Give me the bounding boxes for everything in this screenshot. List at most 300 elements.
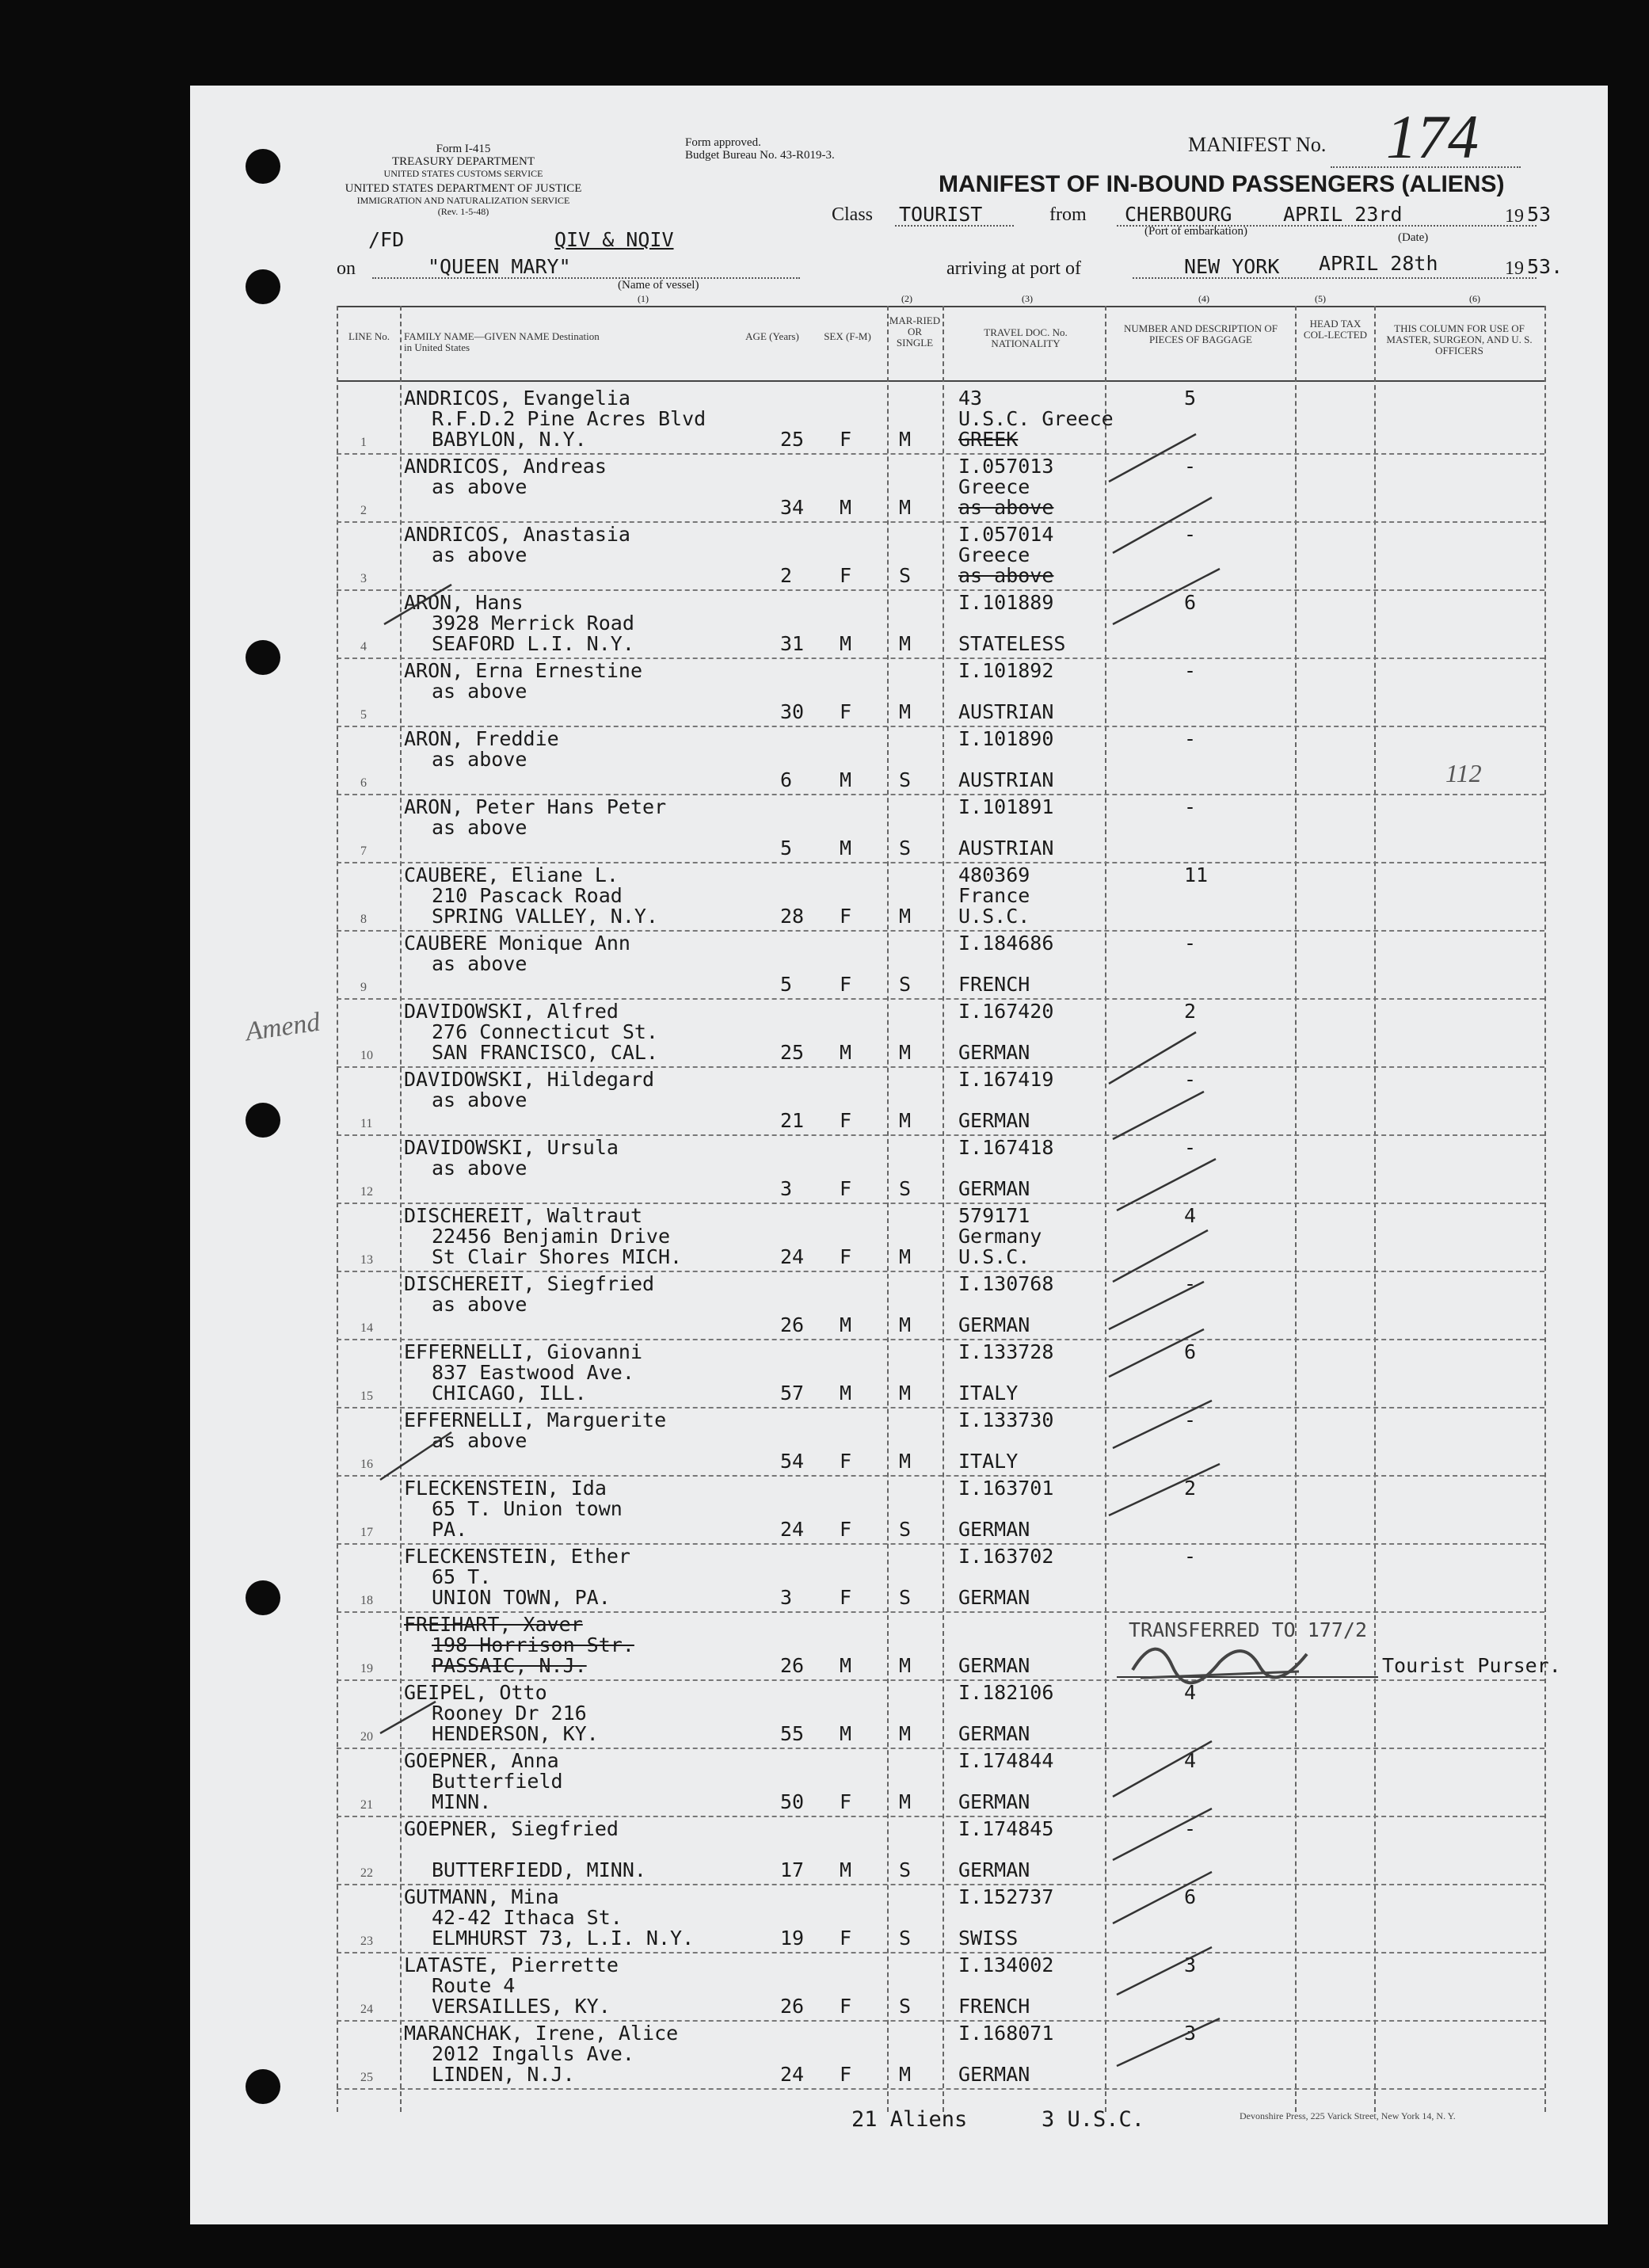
passenger-age: 31 [780,632,805,655]
passenger-age: 24 [780,1518,805,1541]
baggage-count: 11 [1184,863,1209,886]
passenger-sex: M [840,1722,852,1745]
address-line-1: Butterfield [432,1770,563,1793]
address-line-2: CHICAGO, ILL. [432,1382,587,1405]
marital-status: M [899,2063,912,2086]
passenger-name: ANDRICOS, Andreas [404,455,607,478]
passenger-sex: M [840,1313,852,1336]
nationality: AUSTRIAN [958,700,1054,723]
visa-class: QIV & NQIV [554,228,674,251]
line-number: 18 [360,1594,373,1607]
baggage-count: 4 [1184,1749,1197,1772]
address-line-2: ELMHURST 73, L.I. N.Y. [432,1927,695,1950]
passenger-sex: M [840,1382,852,1405]
nationality: GERMAN [958,1313,1030,1336]
marital-status: S [899,1927,912,1950]
passenger-name: FLECKENSTEIN, Ida [404,1477,607,1500]
travel-doc-number: I.174844 [958,1749,1054,1772]
ins-service: IMMIGRATION AND NATURALIZATION SERVICE [356,195,570,206]
travel-doc-number: I.167420 [958,1000,1054,1023]
arriving-label: arriving at port of [946,258,1081,279]
margin-note: Amend [243,1007,322,1047]
col-num-6: (6) [1469,293,1480,304]
tourist-purser: Tourist Purser. [1382,1654,1561,1677]
passenger-age: 19 [780,1927,805,1950]
travel-doc-number: I.133728 [958,1340,1054,1363]
marital-status: S [899,1586,912,1609]
col-num-1: (1) [638,293,649,304]
passenger-age: 34 [780,496,805,519]
embark-note: (Port of embarkation) [1144,225,1247,238]
col-num-4: (4) [1198,293,1209,304]
manifest-sheet [190,86,1608,2224]
line-number: 24 [360,2003,373,2016]
baggage-count: - [1184,1136,1197,1159]
binder-hole [246,1103,280,1138]
year-prefix-2: 19 [1505,258,1524,279]
passenger-name: ARON, Erna Ernestine [404,659,643,682]
travel-doc-number: I.101889 [958,591,1054,614]
baggage-count: - [1184,1068,1197,1091]
binder-hole [246,149,280,184]
passenger-name: MARANCHAK, Irene, Alice [404,2022,679,2045]
passenger-name: ANDRICOS, Evangelia [404,387,630,410]
travel-doc-nationality: Germany [958,1225,1042,1248]
nationality: GERMAN [958,1790,1030,1813]
travel-doc-nationality: Greece [958,475,1030,498]
address-line-2: St Clair Shores MICH. [432,1245,683,1268]
justice-dept: UNITED STATES DEPARTMENT OF JUSTICE [345,182,582,195]
marital-status: M [899,1790,912,1813]
baggage-count: 3 [1184,2022,1197,2045]
line-number: 1 [360,436,367,449]
col-num-5: (5) [1315,293,1326,304]
nationality: FRENCH [958,973,1030,996]
line-number: 20 [360,1730,373,1744]
marital-status: M [899,632,912,655]
marital-status: S [899,564,912,587]
marital-status: M [899,1109,912,1132]
arrival-port: NEW YORK [1184,255,1280,278]
line-number: 11 [360,1117,373,1130]
address-line-1: 276 Connecticut St. [432,1020,658,1043]
line-number: 16 [360,1458,373,1471]
line-number: 19 [360,1662,373,1675]
passenger-name: ARON, Peter Hans Peter [404,795,667,818]
baggage-count: 2 [1184,1000,1197,1023]
marital-status: S [899,1995,912,2018]
from-label: from [1049,204,1087,225]
baggage-count: - [1184,523,1197,546]
address-line-1: 210 Pascack Road [432,884,623,907]
travel-doc-nationality: Greece [958,543,1030,566]
address-line-1: Rooney Dr 216 [432,1702,587,1725]
baggage-count: 6 [1184,591,1197,614]
passenger-age: 25 [780,428,805,451]
address-line-1: as above [432,1293,527,1316]
travel-doc-number: I.167419 [958,1068,1054,1091]
revision: (Rev. 1-5-48) [437,206,489,217]
manifest-title: MANIFEST OF IN-BOUND PASSENGERS (ALIENS) [939,171,1505,197]
line-number: 25 [360,2071,373,2084]
address-line-1: 65 T. Union town [432,1497,623,1520]
marital-status: M [899,1245,912,1268]
travel-doc-number: I.101890 [958,727,1054,750]
passenger-sex: F [840,1518,852,1541]
travel-doc-number: I.167418 [958,1136,1054,1159]
baggage-count: - [1184,1817,1197,1840]
address-line-1: as above [432,816,527,839]
travel-doc-number: I.168071 [958,2022,1054,2045]
address-line-1: 65 T. [432,1565,492,1588]
nationality: AUSTRIAN [958,837,1054,860]
address-line-1: as above [432,952,527,975]
passenger-name: GOEPNER, Siegfried [404,1817,619,1840]
address-line-1: 2012 Ingalls Ave. [432,2042,634,2065]
travel-doc-number: I.130768 [958,1272,1054,1295]
marital-status: M [899,905,912,928]
address-line-1: as above [432,475,527,498]
passenger-age: 26 [780,1654,805,1677]
line-number: 6 [360,776,367,790]
marital-status: S [899,837,912,860]
passenger-name: EFFERNELLI, Marguerite [404,1408,667,1431]
marital-status: S [899,1858,912,1881]
baggage-count: - [1184,659,1197,682]
marital-status: S [899,973,912,996]
address-line-1: 198 Horrison Str. [432,1633,634,1656]
form-approved: Form approved. [685,136,761,149]
address-line-1: as above [432,1429,527,1452]
passenger-age: 3 [780,1177,793,1200]
address-line-1: R.F.D.2 Pine Acres Blvd [432,407,706,430]
nationality: AUSTRIAN [958,768,1054,791]
passenger-sex: F [840,1790,852,1813]
line-number: 12 [360,1185,373,1199]
passenger-name: DAVIDOWSKI, Alfred [404,1000,619,1023]
marital-status: M [899,1313,912,1336]
baggage-count: - [1184,1272,1197,1295]
baggage-count: - [1184,727,1197,750]
line-number: 4 [360,640,367,654]
line-number: 17 [360,1526,373,1539]
passenger-age: 17 [780,1858,805,1881]
from-port: CHERBOURG [1125,203,1232,226]
passenger-age: 5 [780,837,793,860]
passenger-age: 21 [780,1109,805,1132]
travel-doc-number: I.133730 [958,1408,1054,1431]
col-travel-doc: TRAVEL DOC. No. NATIONALITY [984,326,1068,349]
line-number: 14 [360,1321,373,1335]
marital-status: M [899,428,912,451]
travel-doc-number: I.057014 [958,523,1054,546]
marital-status: M [899,1654,912,1677]
nationality: ITALY [958,1382,1019,1405]
col-head-tax: HEAD TAX COL-LECTED [1303,318,1368,341]
passenger-name: ARON, Freddie [404,727,559,750]
col-officers: THIS COLUMN FOR USE OF MASTER, SURGEON, AND U. S. OFFICERS [1386,322,1533,356]
vessel-name: "QUEEN MARY" [428,255,571,278]
nationality: GERMAN [958,1654,1030,1677]
passenger-name: DAVIDOWSKI, Hildegard [404,1068,655,1091]
passenger-name: ANDRICOS, Anastasia [404,523,630,546]
address-line-2: BABYLON, N.Y. [432,428,587,451]
nationality: U.S.C. [958,905,1030,928]
nationality: GERMAN [958,1109,1030,1132]
class-label: Class [832,204,874,225]
travel-doc-number: I.057013 [958,455,1054,478]
passenger-age: 25 [780,1041,805,1064]
address-line-1: 42-42 Ithaca St. [432,1906,623,1929]
marital-status: S [899,1518,912,1541]
marital-status: M [899,496,912,519]
nationality: GERMAN [958,1041,1030,1064]
marital-status: S [899,1177,912,1200]
address-line-1: Route 4 [432,1974,516,1997]
col-sex: SEX (F-M) [824,330,871,342]
passenger-age: 5 [780,973,793,996]
officer-note: 112 [1445,759,1482,787]
line-number: 3 [360,572,367,585]
line-number: 10 [360,1049,373,1062]
col-name: FAMILY NAME—GIVEN NAME Destination in United States [404,330,600,353]
passenger-sex: F [840,973,852,996]
passenger-sex: F [840,428,852,451]
address-line-2: SAN FRANCISCO, CAL. [432,1041,658,1064]
col-num-3: (3) [1022,293,1033,304]
marital-status: M [899,1382,912,1405]
from-date: APRIL 23rd [1283,203,1403,226]
arrival-year: 53. [1527,255,1563,278]
passenger-name: GOEPNER, Anna [404,1749,559,1772]
baggage-count: 6 [1184,1340,1197,1363]
marital-status: M [899,1450,912,1473]
from-year: 53 [1527,203,1552,226]
footer-aliens: 21 Aliens [851,2107,968,2132]
class-value: TOURIST [899,203,983,226]
line-number: 23 [360,1934,373,1948]
passenger-name: FREIHART, Xaver [404,1613,583,1636]
nationality: FRENCH [958,1995,1030,2018]
passenger-age: 30 [780,700,805,723]
binder-hole [246,2069,280,2104]
passenger-sex: F [840,1109,852,1132]
passenger-sex: F [840,905,852,928]
passenger-sex: M [840,496,852,519]
passenger-age: 57 [780,1382,805,1405]
passenger-age: 2 [780,564,793,587]
address-line-2: LINDEN, N.J. [432,2063,575,2086]
check-marks [190,86,1608,2224]
baggage-count: 4 [1184,1204,1197,1227]
manifest-no-label: MANIFEST No. [1188,133,1327,156]
line-number: 8 [360,913,367,926]
passenger-age: 24 [780,2063,805,2086]
manifest-number: 174 [1386,102,1479,171]
passenger-name: LATASTE, Pierrette [404,1954,619,1976]
baggage-count: - [1184,795,1197,818]
form-number: Form I-415 [436,143,491,155]
address-line-2: UNION TOWN, PA. [432,1586,611,1609]
nationality: GERMAN [958,1518,1030,1541]
travel-doc-number: I.163702 [958,1545,1054,1568]
nationality: GREEK [958,428,1019,451]
passenger-sex: M [840,837,852,860]
line-number: 22 [360,1866,373,1880]
baggage-count: 3 [1184,1954,1197,1976]
customs-service: UNITED STATES CUSTOMS SERVICE [383,168,543,179]
nationality: GERMAN [958,2063,1030,2086]
baggage-count: 5 [1184,387,1197,410]
line-number: 2 [360,504,367,517]
passenger-age: 28 [780,905,805,928]
passenger-name: FLECKENSTEIN, Ether [404,1545,630,1568]
address-line-1: as above [432,1088,527,1111]
marital-status: M [899,1722,912,1745]
marital-status: M [899,700,912,723]
address-line-2: SEAFORD L.I. N.Y. [432,632,634,655]
baggage-count: - [1184,455,1197,478]
marital-status: S [899,768,912,791]
passenger-name: CAUBERE Monique Ann [404,932,630,955]
address-line-2: VERSAILLES, KY. [432,1995,611,2018]
line-number: 7 [360,844,367,858]
baggage-count: - [1184,1408,1197,1431]
address-line-2: BUTTERFIEDD, MINN. [432,1858,646,1881]
travel-doc-number: I.163701 [958,1477,1054,1500]
passenger-name: EFFERNELLI, Giovanni [404,1340,643,1363]
address-line-1: 3928 Merrick Road [432,612,634,635]
passenger-name: GUTMANN, Mina [404,1885,559,1908]
address-line-2: HENDERSON, KY. [432,1722,599,1745]
arrival-date: APRIL 28th [1319,252,1438,275]
address-line-2: PA. [432,1518,468,1541]
passenger-name: ARON, Hans [404,591,524,614]
on-label: on [337,258,356,279]
baggage-count: - [1184,932,1197,955]
passenger-sex: M [840,1654,852,1677]
baggage-count: 2 [1184,1477,1197,1500]
travel-doc-number: 43 [958,387,983,410]
passenger-sex: F [840,564,852,587]
travel-doc-number: 480369 [958,863,1030,886]
col-num-2: (2) [901,293,912,304]
footer-usc: 3 U.S.C. [1042,2107,1145,2132]
nationality: GERMAN [958,1722,1030,1745]
passenger-name: GEIPEL, Otto [404,1681,547,1704]
nationality: U.S.C. [958,1245,1030,1268]
travel-doc-number: 579171 [958,1204,1030,1227]
travel-doc-number: I.182106 [958,1681,1054,1704]
address-line-2: MINN. [432,1790,492,1813]
travel-doc-number: I.101891 [958,795,1054,818]
passenger-sex: F [840,1995,852,2018]
passenger-name: CAUBERE, Eliane L. [404,863,619,886]
passenger-age: 26 [780,1313,805,1336]
travel-doc-number: I.184686 [958,932,1054,955]
travel-doc-number: I.152737 [958,1885,1054,1908]
address-line-1: as above [432,1157,527,1180]
line-number: 21 [360,1798,373,1812]
printer-credit: Devonshire Press, 225 Varick Street, New York 14, N. Y. [1240,2110,1456,2121]
col-line-no: LINE No. [348,330,390,342]
binder-hole [246,269,280,304]
travel-doc-number: I.101892 [958,659,1054,682]
binder-hole [246,640,280,675]
address-line-1: 22456 Benjamin Drive [432,1225,671,1248]
passenger-name: DISCHEREIT, Siegfried [404,1272,655,1295]
nationality: SWISS [958,1927,1019,1950]
passenger-sex: M [840,768,852,791]
passenger-sex: F [840,1927,852,1950]
binder-hole [246,1580,280,1615]
passenger-age: 50 [780,1790,805,1813]
passenger-age: 24 [780,1245,805,1268]
col-baggage: NUMBER AND DESCRIPTION OF PIECES OF BAGGAGE [1124,322,1278,345]
nationality: STATELESS [958,632,1066,655]
passenger-sex: M [840,632,852,655]
passenger-sex: F [840,2063,852,2086]
passenger-age: 54 [780,1450,805,1473]
passenger-sex: M [840,1041,852,1064]
passenger-sex: F [840,1245,852,1268]
passenger-sex: F [840,1586,852,1609]
vessel-note: (Name of vessel) [618,279,699,292]
year-prefix-1: 19 [1505,206,1524,227]
line-number: 13 [360,1253,373,1267]
address-line-1: 837 Eastwood Ave. [432,1361,634,1384]
passenger-sex: F [840,700,852,723]
col-age: AGE (Years) [745,330,799,342]
date-note: (Date) [1398,231,1429,244]
nationality: GERMAN [958,1858,1030,1881]
fd-code: /FD [368,228,405,251]
passenger-sex: F [840,1177,852,1200]
nationality: ITALY [958,1450,1019,1473]
passenger-age: 55 [780,1722,805,1745]
line-number: 15 [360,1389,373,1403]
line-number: 9 [360,981,367,994]
nationality: GERMAN [958,1177,1030,1200]
passenger-name: DISCHEREIT, Waltraut [404,1204,643,1227]
treasury-dept: TREASURY DEPARTMENT [391,155,535,168]
travel-doc-number: I.134002 [958,1954,1054,1976]
passenger-sex: F [840,1450,852,1473]
baggage-count: - [1184,1545,1197,1568]
travel-doc-nationality: U.S.C. Greece [958,407,1114,430]
nationality: as above [958,564,1054,587]
nationality: as above [958,496,1054,519]
transferred-note: TRANSFERRED TO 177/2 [1129,1618,1368,1641]
address-line-1: as above [432,748,527,771]
passenger-age: 26 [780,1995,805,2018]
address-line-2: PASSAIC, N.J. [432,1654,587,1677]
travel-doc-nationality: France [958,884,1030,907]
passenger-age: 3 [780,1586,793,1609]
budget-bureau: Budget Bureau No. 43-R019-3. [685,149,835,162]
passenger-name: DAVIDOWSKI, Ursula [404,1136,619,1159]
address-line-1: as above [432,680,527,703]
address-line-1: as above [432,543,527,566]
line-number: 5 [360,708,367,722]
passenger-sex: M [840,1858,852,1881]
address-line-2: SPRING VALLEY, N.Y. [432,905,658,928]
baggage-count: 6 [1184,1885,1197,1908]
travel-doc-number: I.174845 [958,1817,1054,1840]
baggage-count: 4 [1184,1681,1197,1704]
marital-status: M [899,1041,912,1064]
nationality: GERMAN [958,1586,1030,1609]
